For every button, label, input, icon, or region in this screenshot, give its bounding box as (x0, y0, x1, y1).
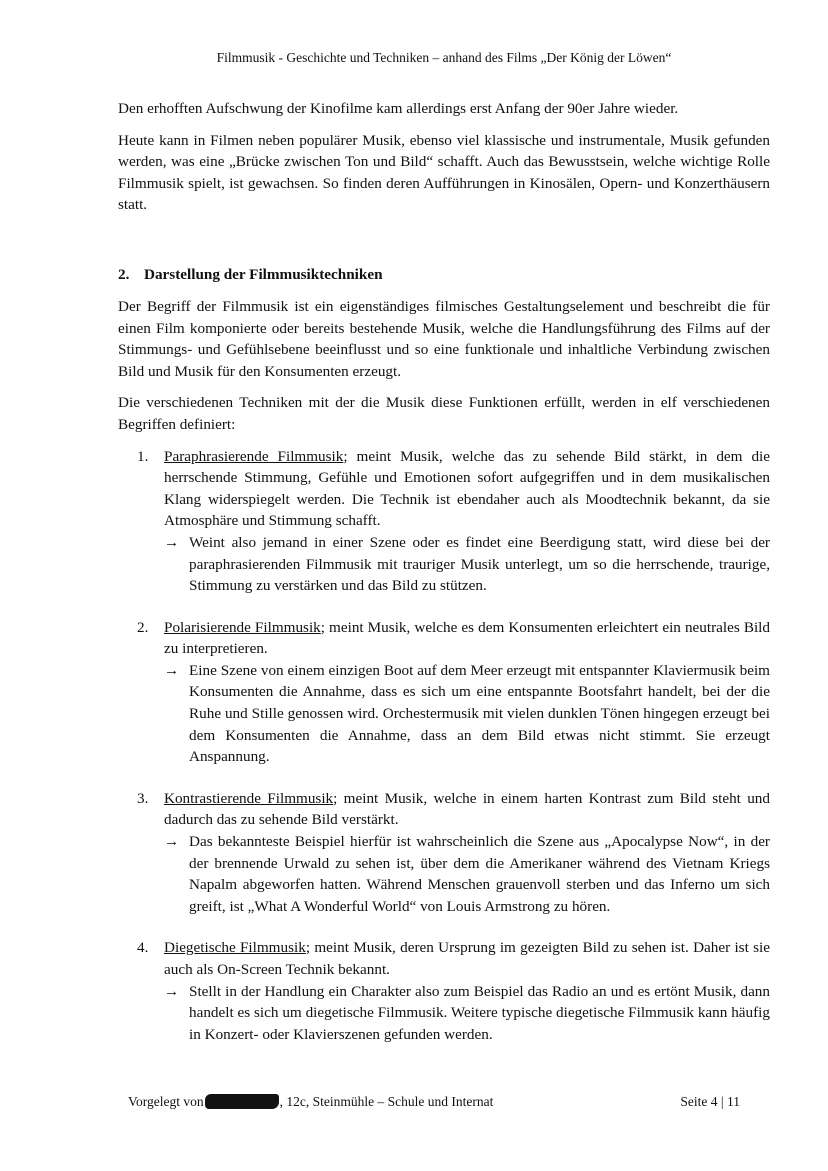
technique-example (164, 532, 770, 597)
technique-definition: ; meint Musik, welche in einem harten Kontrast zum Bild steht und dadurch das zu sehende Bild verstärkt. (164, 789, 770, 829)
item-number: 1. (137, 447, 149, 465)
technique-definition: ; meint Musik, welche das zu sehende Bild stärkt, in dem die herrschende Stimmung, Gefühle und Emotionen sofort aufgegriffen und in dem musikalischen Klang widerspiegelt werden. Die Technik ist ebendaher auch als Moodtechnik bekannt, da sie Atmosphäre und Stimmung schafft. (164, 447, 770, 530)
technique-definition: ; meint Musik, welche es dem Konsumenten erleichtert ein neutrales Bild zu interpretieren. (164, 618, 770, 658)
item-number: 4. (137, 939, 149, 957)
intro-paragraph-2: Heute kann in Filmen neben populärer Musik, ebenso viel klassische und instrumentale, Musik gefunden werden, was eine „Brücke zwischen Ton und Bild“ schafft. Auch das Bewusstsein, welche wichtige Rolle Filmmusik spielt, ist gewachsen. So finden deren Aufführungen in Kinosälen, Opern- und Konzerthäusern statt. (118, 131, 770, 214)
footer-suffix: , 12c, Steinmühle – Schule und Internat (279, 1094, 494, 1109)
arrow-icon: → (164, 661, 180, 679)
arrow-icon: → (164, 982, 180, 1000)
page-number: Seite 4 | 11 (680, 1094, 740, 1109)
list-item (118, 617, 770, 768)
list-item (118, 446, 770, 597)
technique-term: Diegetische Filmmusik (164, 939, 306, 957)
technique-term: Kontrastierende Filmmusik (164, 789, 334, 807)
arrow-icon: → (164, 533, 180, 551)
item-number: 2. (137, 618, 149, 636)
technique-example (164, 660, 770, 768)
technique-term: Paraphrasierende Filmmusik (164, 447, 344, 465)
example-text: Das bekannteste Beispiel hierfür ist wahrscheinlich die Szene aus „Apocalypse Now“, in der der brennende Urwald zu sehen ist, über dem die Amerikaner während des Vietnam Kriegs Napalm abgeworfen hatten. Während Menschen grauenvoll sterben und das Inferno um sich greift, ist „What A Wonderful World“ von Louis Armstrong zu hören. (189, 833, 770, 915)
redacted-name (205, 1094, 279, 1109)
item-number: 3. (137, 789, 149, 807)
technique-term: Polarisierende Filmmusik (164, 618, 321, 636)
section-paragraph-1: Der Begriff der Filmmusik ist ein eigenständiges filmisches Gestaltungselement und beschreibt die für einen Film komponierte oder bereits bestehende Musik, welche die Handlungsführung des Films auf der Stimmungs- und Gefühlsebene beeinflusst und so eine funktionale und inhaltliche Verbindung zwischen Bild und Musik für den Konsumenten erzeugt. (118, 297, 770, 380)
section-paragraph-2: Die verschiedenen Techniken mit der die Musik diese Funktionen erfüllt, werden in elf verschiedenen Begriffen definiert: (118, 394, 770, 433)
section-number: 2. (118, 265, 130, 283)
list-item (118, 937, 770, 1045)
example-text: Weint also jemand in einer Szene oder es findet eine Beerdigung statt, wird diese bei der paraphrasierenden Filmmusik mit trauriger Musik unterlegt, um so die herrschende, traurige, Stimmung zu verstärken und das Bild zu stützen. (189, 533, 770, 595)
technique-example (164, 981, 770, 1046)
body-content (118, 98, 770, 1065)
techniques-list (118, 446, 770, 1046)
example-text: Stellt in der Handlung ein Charakter also zum Beispiel das Radio an und es ertönt Musik, dann handelt es sich um diegetische Filmmusik. Weitere typische diegetische Filmmusik kann häufig in Konzert- oder Klavierszenen gefunden werden. (189, 982, 770, 1043)
technique-definition: ; meint Musik, deren Ursprung im gezeigten Bild zu sehen ist. Daher ist sie auch als On-Screen Technik bekannt. (164, 939, 770, 978)
list-item (118, 788, 770, 918)
intro-paragraph-1: Den erhofften Aufschwung der Kinofilme kam allerdings erst Anfang der 90er Jahre wieder. (118, 100, 679, 117)
example-text: Eine Szene von einem einzigen Boot auf dem Meer erzeugt mit entspannter Klaviermusik beim Konsumenten die Annahme, dass es sich um eine entspannte Bootsfahrt handelt, bei der die Ruhe und Stille genossen wird. Orchestermusik mit vielen dunklen Tönen hingegen erzeugt bei dem Konsumenten die Annahme, dass an dem Bild etwas nicht stimmt. Sie erzeugt Anspannung. (189, 661, 770, 766)
section-heading (118, 264, 770, 285)
technique-example (164, 831, 770, 917)
footer-prefix: Vorgelegt von (128, 1094, 204, 1109)
section-title: Darstellung der Filmmusiktechniken (144, 265, 383, 283)
running-header: Filmmusik - Geschichte und Techniken – anhand des Films „Der König der Löwen“ (216, 50, 672, 65)
arrow-icon: → (164, 833, 180, 851)
